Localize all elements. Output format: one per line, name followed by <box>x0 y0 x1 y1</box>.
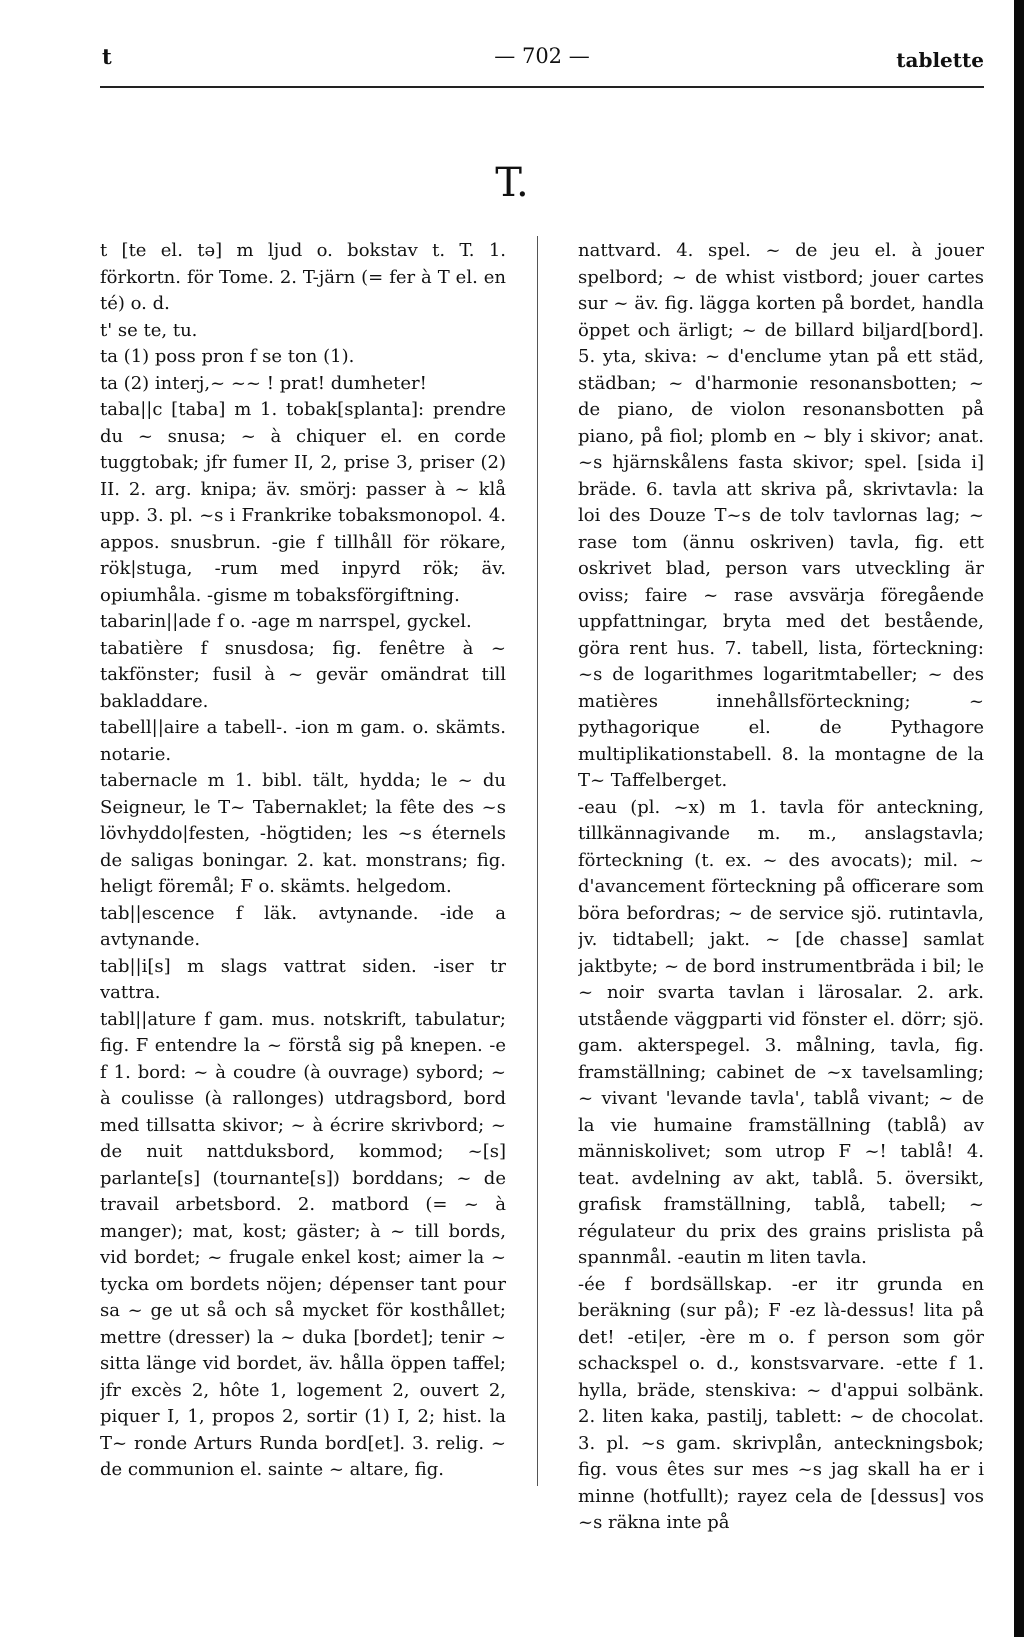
right-column <box>578 238 984 1538</box>
dictionary-entry: taba||c [taba] m 1. tobak[splanta]: prendre du ~ snusa; ~ à chiquer el. en corde tuggtobak; jfr fumer II, 2, prise 3, priser (2) II. 2. arg. knipa; äv. smörj: passer à ~ klå upp. 3. pl. ~s i Frankrike tobaksmonopol. 4. appos. snusbrun. -gie f tillhåll för rökare, rök|stuga, -rum med inpyrd rök; äv. opiumhåla. -gisme m tobaksförgiftning. <box>100 399 506 606</box>
section-letter: T. <box>495 160 529 206</box>
page-header <box>100 42 984 82</box>
dictionary-entry: tabell||aire a tabell-. -ion m gam. o. skämts. notarie. <box>100 717 506 765</box>
dictionary-entry: tab||i[s] m slags vattrat siden. -iser tr vattra. <box>100 955 506 1003</box>
dictionary-entry: tabatière f snusdosa; fig. fenêtre à ~ takfönster; fusil à ~ gevär omändrat till bakladdare. <box>100 637 506 712</box>
dictionary-entry: ta (2) interj,~ ~~ ! prat! dumheter! <box>100 372 427 394</box>
header-guide-word-right: tablette <box>896 48 984 72</box>
column-divider <box>537 236 538 1486</box>
header-guide-word-left: t <box>102 44 112 69</box>
dictionary-entry: -eau (pl. ~x) m 1. tavla för anteckning, tillkännagivande m. m., anslagstavla; förteckning (t. ex. ~ des avocats); mil. ~ d'avancement förteckning på officerare som böra befordras; ~ de service sjö. rutintavla, jv. tidtabell; jakt. ~ [de chasse] samlat jaktbyte; ~ de bord instrumentbräda i bil; le ~ noir svarta tavlan i lärosalar. 2. ark. utstående väggparti vid fönster el. dörr; sjö. gam. akterspegel. 3. målning, tavla, fig. framställning; cabinet de ~x tavelsamling; ~ vivant 'levande tavla', tablå vivant; ~ de la vie humaine framställning (tablå) av människolivet; som utrop F ~! tablå! 4. teat. avdelning av akt, tablå. 5. översikt, grafisk framställning, tablå, tabell; ~ régulateur du prix des grains prislista på spannmål. -eautin m liten tavla. <box>578 796 984 1268</box>
dictionary-entry: tabarin||ade f o. -age m narrspel, gyckel. <box>100 611 472 632</box>
page-number: — 702 — <box>494 44 590 68</box>
dictionary-entry: nattvard. 4. spel. ~ de jeu el. à jouer spelbord; ~ de whist vistbord; jouer cartes sur ~ äv. fig. lägga korten på bordet, handla öppet och ärligt; ~ de billard biljard[bord]. 5. yta, skiva: ~ d'enclume ytan på ett städ, städban; ~ d'harmonie resonansbotten; ~ de piano, de violon resonansbotten på piano, på fiol; plomb en ~ bly i skivor; anat. ~s hjärnskålens fasta skivor; spel. [sida i] bräde. 6. tavla att skriva på, skrivtavla: la loi des Douze T~s de tolv tavlornas lag; ~ rase tom (ännu oskriven) tavla, fig. ett oskrivet blad, person vars utveckling är oviss; faire ~ rase avsvärja föregående uppfattningar, bryta med det bestående, göra rent hus. 7. tabell, lista, förteckning: ~s de logarithmes logaritmtabeller; ~ des matières innehållsförteckning; ~ pythagorique el. de Pythagore multiplikationstabell. 8. la montagne de la T~ Taffelberget. <box>578 240 984 791</box>
dictionary-entry: -ée f bordsällskap. -er itr grunda en beräkning (sur på); F -ez là-dessus! lita på det! -eti|er, -ère m o. f person som gör schackspel o. d., konstsvarvare. -ette f 1. hylla, bräde, stenskiva: ~ d'appui solbänk. 2. liten kaka, pastilj, tablett: ~ de chocolat. 3. pl. ~s gam. skrivplån, anteckningsbok; fig. vous êtes sur mes ~s jag skall ha er i minne (hotfullt); rayez cela de [dessus] vos ~s räkna inte på <box>578 1273 984 1533</box>
dictionary-entry: tab||escence f läk. avtynande. -ide a avtynande. <box>100 902 506 950</box>
header-rule <box>100 86 984 88</box>
dictionary-entry: tabernacle m 1. bibl. tält, hydda; le ~ du Seigneur, le T~ Tabernaklet; la fête des ~s lövhyddo|festen, -högtiden; les ~s éternels de saligas boningar. 2. kat. monstrans; fig. heligt föremål; F o. skämts. helgedom. <box>100 770 506 897</box>
dictionary-entry: t' se te, tu. <box>100 319 198 341</box>
scan-edge <box>1014 0 1024 1637</box>
dictionary-entry: t [te el. tə] m ljud o. bokstav t. T. 1. förkortn. för Tome. 2. T-järn (= fer à T el. en té) o. d. <box>100 240 506 314</box>
dictionary-entry: ta (1) poss pron f se ton (1). <box>100 346 355 367</box>
left-column <box>100 238 506 1538</box>
dictionary-entry: tabl||ature f gam. mus. notskrift, tabulatur; fig. F entendre la ~ förstå sig på knepen. -e f 1. bord: ~ à coudre (à ouvrage) sybord; ~ à coulisse (à rallonges) utdragsbord, bord med tillsatta skivor; ~ à écrire skrivbord; ~ de nuit nattduksbord, kommod; ~[s] parlante[s] (tournante[s]) borddans; ~ de travail arbetsbord. 2. matbord (= ~ à manger); mat, kost; gäster; à ~ till bords, vid bordet; ~ frugale enkel kost; aimer la ~ tycka om bordets nöjen; dépenser tant pour sa ~ ge ut så och så mycket för kosthållet; mettre (dresser) la ~ duka [bordet]; tenir ~ sitta länge vid bordet, äv. hålla öppen taffel; jfr excès 2, hôte 1, logement 2, ouvert 2, piquer I, 1, propos 2, sortir (1) I, 2; hist. la T~ ronde Arturs Runda bord[et]. 3. relig. ~ de communion el. sainte ~ altare, fig. <box>100 1008 506 1480</box>
